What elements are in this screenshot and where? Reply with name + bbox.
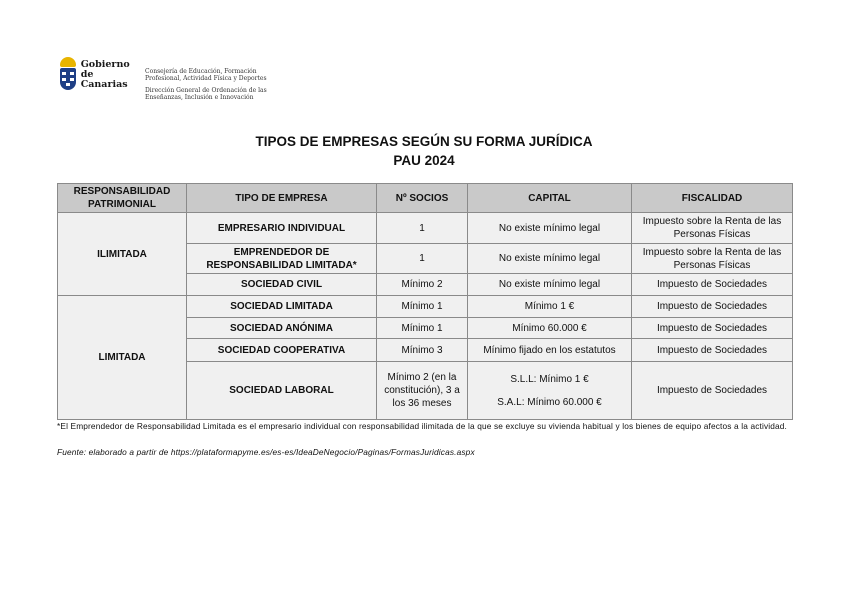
capital-cell: No existe mínimo legal <box>468 244 632 274</box>
coat-of-arms-icon <box>59 57 76 93</box>
column-header: Nº SOCIOS <box>377 184 468 213</box>
capital-cell: Mínimo fijado en los estatutos <box>468 339 632 362</box>
responsabilidad-cell: LIMITADA <box>58 296 187 420</box>
tipo-cell: EMPRENDEDOR DE RESPONSABILIDAD LIMITADA* <box>187 244 377 274</box>
title-line2: PAU 2024 <box>393 153 455 168</box>
socios-cell: Mínimo 2 <box>377 274 468 296</box>
fiscalidad-cell: Impuesto sobre la Renta de las Personas Físicas <box>632 213 793 244</box>
dept-line: Enseñanzas, Inclusión e Innovación <box>145 94 254 101</box>
logo-text-line1: Gobierno <box>80 59 130 70</box>
company-types-table <box>57 183 793 420</box>
title-line1: TIPOS DE EMPRESAS SEGÚN SU FORMA JURÍDICA <box>255 134 593 149</box>
fiscalidad-cell: Impuesto de Sociedades <box>632 318 793 339</box>
dept-line: Profesional, Actividad Física y Deportes <box>145 75 267 82</box>
fiscalidad-cell: Impuesto sobre la Renta de las Personas Físicas <box>632 244 793 274</box>
table-row <box>58 213 793 244</box>
tipo-cell: EMPRESARIO INDIVIDUAL <box>187 213 377 244</box>
fiscalidad-cell: Impuesto de Sociedades <box>632 362 793 420</box>
fiscalidad-cell: Impuesto de Sociedades <box>632 296 793 318</box>
socios-cell: Mínimo 1 <box>377 296 468 318</box>
tipo-cell: SOCIEDAD CIVIL <box>187 274 377 296</box>
department-name <box>145 68 267 101</box>
column-header: TIPO DE EMPRESA <box>187 184 377 213</box>
socios-cell: Mínimo 1 <box>377 318 468 339</box>
capital-sal: S.A.L: Mínimo 60.000 € <box>497 396 602 408</box>
tipo-cell: SOCIEDAD COOPERATIVA <box>187 339 377 362</box>
column-header: FISCALIDAD <box>632 184 793 213</box>
table-header-row <box>58 184 793 213</box>
fiscalidad-cell: Impuesto de Sociedades <box>632 274 793 296</box>
fiscalidad-cell: Impuesto de Sociedades <box>632 339 793 362</box>
dept-line: Dirección General de Ordenación de las <box>145 87 267 94</box>
logo-text-line2: de Canarias <box>80 69 128 90</box>
capital-cell: Mínimo 1 € <box>468 296 632 318</box>
source-note: Fuente: elaborado a partir de https://plataformapyme.es/es-es/IdeaDeNegocio/Paginas/FormasJuridicas.aspx <box>57 447 475 457</box>
tipo-cell: SOCIEDAD LIMITADA <box>187 296 377 318</box>
responsabilidad-cell: ILIMITADA <box>58 213 187 296</box>
column-header: RESPONSABILIDAD PATRIMONIAL <box>58 184 187 213</box>
tipo-cell: SOCIEDAD LABORAL <box>187 362 377 420</box>
capital-cell: No existe mínimo legal <box>468 274 632 296</box>
gobierno-canarias-logo <box>59 56 139 94</box>
tipo-cell: SOCIEDAD ANÓNIMA <box>187 318 377 339</box>
table-row <box>58 296 793 318</box>
socios-cell: Mínimo 3 <box>377 339 468 362</box>
footnote: *El Emprendedor de Responsabilidad Limitada es el empresario individual con responsabilidad ilimitada de la que se excluye su vivienda habitual y los bienes de equipo afectos a la actividad. <box>57 421 788 431</box>
page-title <box>0 132 848 170</box>
socios-cell: 1 <box>377 213 468 244</box>
socios-cell: 1 <box>377 244 468 274</box>
dept-line: Consejería de Educación, Formación <box>145 68 257 75</box>
capital-sll: S.L.L: Mínimo 1 € <box>510 373 589 385</box>
column-header: CAPITAL <box>468 184 632 213</box>
socios-cell: Mínimo 2 (en la constitución), 3 a los 36 meses <box>377 362 468 420</box>
capital-cell: Mínimo 60.000 € <box>468 318 632 339</box>
capital-cell <box>468 362 632 420</box>
capital-cell: No existe mínimo legal <box>468 213 632 244</box>
